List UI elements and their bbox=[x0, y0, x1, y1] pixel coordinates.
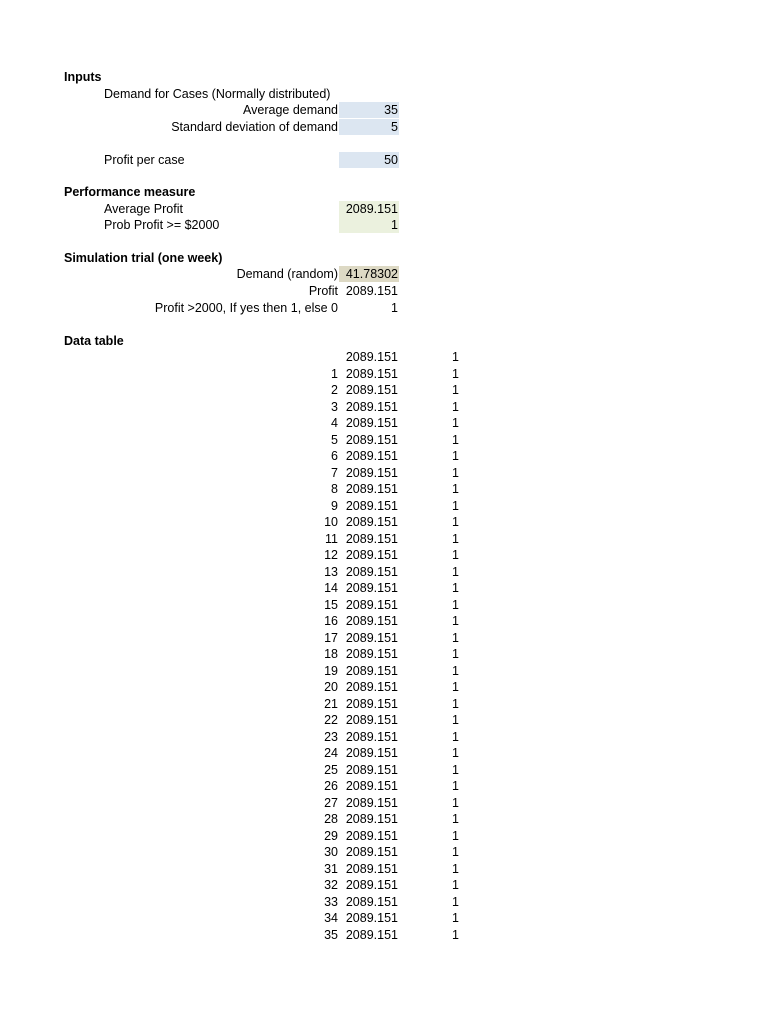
data-table-row-profit[interactable]: 2089.151 bbox=[345, 548, 398, 562]
data-table-row-flag[interactable]: 1 bbox=[452, 663, 459, 678]
data-table-row-profit[interactable]: 2089.151 bbox=[345, 878, 398, 892]
data-table-row-profit[interactable]: 2089.151 bbox=[345, 762, 398, 777]
data-table-row-index[interactable]: 15 bbox=[324, 597, 338, 612]
data-table-row-profit[interactable]: 2089.151 bbox=[345, 383, 398, 397]
data-table-row-index[interactable]: 20 bbox=[324, 680, 338, 694]
data-table-row-profit[interactable]: 2089.151 bbox=[345, 927, 398, 942]
data-table-row-index[interactable]: 8 bbox=[331, 482, 338, 496]
data-table-row-flag[interactable]: 1 bbox=[452, 729, 459, 744]
random-demand-cell[interactable]: 41.78302 bbox=[339, 266, 399, 282]
demand-distribution-label: Demand for Cases (Normally distributed) bbox=[104, 87, 331, 101]
sd-demand-label: Standard deviation of demand bbox=[171, 120, 338, 134]
avg-profit-cell[interactable]: 2089.151 bbox=[339, 201, 399, 217]
data-table-row-profit[interactable]: 2089.151 bbox=[345, 845, 398, 859]
data-table-row-index[interactable]: 26 bbox=[324, 779, 338, 793]
profit-per-case-label: Profit per case bbox=[104, 153, 185, 167]
data-table-row-index[interactable]: 24 bbox=[324, 746, 338, 760]
data-table-row-index[interactable]: 13 bbox=[324, 564, 338, 579]
data-table-header-flag[interactable]: 1 bbox=[452, 350, 459, 364]
data-table-row-index[interactable]: 18 bbox=[324, 647, 338, 661]
data-table-row-index[interactable]: 11 bbox=[325, 531, 338, 546]
data-table-row-profit[interactable]: 2089.151 bbox=[345, 713, 398, 727]
data-table-row-flag[interactable]: 1 bbox=[452, 828, 459, 843]
prob-profit-label: Prob Profit >= $2000 bbox=[104, 218, 220, 232]
data-table-row-flag[interactable]: 1 bbox=[452, 564, 459, 579]
data-table-row-index[interactable]: 16 bbox=[324, 614, 338, 628]
data-table-row-flag[interactable]: 1 bbox=[452, 498, 459, 513]
data-table-row-profit[interactable]: 2089.151 bbox=[345, 515, 398, 529]
data-table-row-profit[interactable]: 2089.151 bbox=[345, 828, 398, 843]
data-table-row-index[interactable]: 33 bbox=[324, 894, 338, 909]
sim-profit-label: Profit bbox=[308, 284, 338, 298]
data-table-row-flag[interactable]: 1 bbox=[452, 383, 459, 397]
sim-flag-cell[interactable]: 1 bbox=[391, 301, 398, 315]
data-table-row-flag[interactable]: 1 bbox=[452, 597, 459, 612]
data-table-row-index[interactable]: 27 bbox=[324, 795, 338, 810]
data-table-row-flag[interactable]: 1 bbox=[452, 647, 459, 661]
data-table-row-profit[interactable]: 2089.151 bbox=[345, 465, 398, 480]
data-table-row-index[interactable]: 3 bbox=[331, 399, 338, 414]
data-table-row-flag[interactable]: 1 bbox=[452, 465, 459, 480]
data-table-row-flag[interactable]: 1 bbox=[452, 399, 459, 414]
data-table-heading: Data table bbox=[64, 334, 124, 348]
avg-demand-cell[interactable]: 35 bbox=[339, 102, 399, 118]
data-table-row-index[interactable]: 35 bbox=[324, 927, 338, 942]
data-table-row-flag[interactable]: 1 bbox=[452, 432, 459, 447]
data-table-row-flag[interactable]: 1 bbox=[452, 696, 459, 711]
data-table-row-index[interactable]: 30 bbox=[324, 845, 338, 859]
data-table-row-flag[interactable]: 1 bbox=[452, 927, 459, 942]
data-table-row-index[interactable]: 29 bbox=[324, 828, 338, 843]
data-table-row-profit[interactable]: 2089.151 bbox=[345, 663, 398, 678]
data-table-row-profit[interactable]: 2089.151 bbox=[345, 416, 398, 430]
data-table-row-flag[interactable]: 1 bbox=[452, 548, 459, 562]
data-table-row-index[interactable]: 32 bbox=[324, 878, 338, 892]
prob-profit-cell[interactable]: 1 bbox=[339, 217, 399, 233]
data-table-row-flag[interactable]: 1 bbox=[452, 795, 459, 810]
random-demand-label: Demand (random) bbox=[236, 267, 338, 281]
data-table-row-profit[interactable]: 2089.151 bbox=[345, 861, 398, 876]
data-table-row-flag[interactable]: 1 bbox=[452, 845, 459, 859]
data-table-row-profit[interactable]: 2089.151 bbox=[345, 894, 398, 909]
data-table-row-profit[interactable]: 2089.151 bbox=[345, 366, 398, 381]
data-table-row-index[interactable]: 9 bbox=[331, 498, 338, 513]
data-table-row-profit[interactable]: 2089.151 bbox=[345, 647, 398, 661]
data-table-row-index[interactable]: 19 bbox=[324, 663, 338, 678]
inputs-heading: Inputs bbox=[64, 70, 102, 84]
data-table-row-profit[interactable]: 2089.151 bbox=[345, 696, 398, 711]
data-table-header-profit[interactable]: 2089.151 bbox=[345, 350, 398, 364]
data-table-row-flag[interactable]: 1 bbox=[452, 894, 459, 909]
data-table-row-flag[interactable]: 1 bbox=[452, 680, 459, 694]
data-table-row-flag[interactable]: 1 bbox=[452, 515, 459, 529]
data-table-row-flag[interactable]: 1 bbox=[452, 630, 459, 645]
data-table-row-flag[interactable]: 1 bbox=[452, 713, 459, 727]
data-table-row-index[interactable]: 21 bbox=[324, 696, 338, 711]
data-table-row-index[interactable]: 7 bbox=[331, 465, 338, 480]
data-table-row-index[interactable]: 4 bbox=[331, 416, 338, 430]
data-table-row-index[interactable]: 17 bbox=[324, 630, 338, 645]
data-table-row-profit[interactable]: 2089.151 bbox=[345, 399, 398, 414]
data-table-row-flag[interactable]: 1 bbox=[452, 911, 459, 925]
data-table-row-index[interactable]: 1 bbox=[331, 366, 338, 381]
data-table-row-index[interactable]: 14 bbox=[324, 581, 338, 595]
data-table-row-index[interactable]: 2 bbox=[331, 383, 338, 397]
data-table-row-index[interactable]: 5 bbox=[331, 432, 338, 447]
data-table-row-profit[interactable]: 2089.151 bbox=[345, 614, 398, 628]
data-table-row-profit[interactable]: 2089.151 bbox=[345, 498, 398, 513]
data-table-row-flag[interactable]: 1 bbox=[452, 482, 459, 496]
data-table-row-flag[interactable]: 1 bbox=[452, 531, 459, 546]
data-table-row-profit[interactable]: 2089.151 bbox=[345, 581, 398, 595]
data-table-row-index[interactable]: 31 bbox=[324, 861, 338, 876]
sim-flag-label: Profit >2000, If yes then 1, else 0 bbox=[154, 301, 338, 315]
data-table-row-index[interactable]: 22 bbox=[324, 713, 338, 727]
data-table-row-flag[interactable]: 1 bbox=[452, 449, 459, 463]
data-table-row-profit[interactable]: 2089.151 bbox=[345, 746, 398, 760]
data-table-row-index[interactable]: 25 bbox=[324, 762, 338, 777]
data-table-row-profit[interactable]: 2089.151 bbox=[345, 482, 398, 496]
data-table-row-profit[interactable]: 2089.151 bbox=[345, 680, 398, 694]
data-table-row-index[interactable]: 28 bbox=[324, 812, 338, 826]
profit-per-case-cell[interactable]: 50 bbox=[339, 152, 399, 168]
data-table-row-index[interactable]: 34 bbox=[324, 911, 338, 925]
data-table-row-flag[interactable]: 1 bbox=[452, 581, 459, 595]
data-table-row-profit[interactable]: 2089.151 bbox=[345, 729, 398, 744]
data-table-row-profit[interactable]: 2089.151 bbox=[345, 432, 398, 447]
data-table-row-flag[interactable]: 1 bbox=[452, 779, 459, 793]
data-table-row-profit[interactable]: 2089.151 bbox=[345, 795, 398, 810]
data-table-row-flag[interactable]: 1 bbox=[452, 861, 459, 876]
data-table-row-index[interactable]: 10 bbox=[324, 515, 338, 529]
data-table-row-profit[interactable]: 2089.151 bbox=[345, 449, 398, 463]
data-table-row-flag[interactable]: 1 bbox=[452, 366, 459, 381]
data-table-row-profit[interactable]: 2089.151 bbox=[345, 597, 398, 612]
sim-profit-cell[interactable]: 2089.151 bbox=[345, 284, 398, 298]
data-table-row-flag[interactable]: 1 bbox=[452, 746, 459, 760]
avg-demand-label: Average demand bbox=[243, 103, 338, 117]
data-table-row-index[interactable]: 6 bbox=[331, 449, 338, 463]
data-table-row-flag[interactable]: 1 bbox=[452, 878, 459, 892]
simulation-heading: Simulation trial (one week) bbox=[64, 251, 223, 265]
data-table-row-flag[interactable]: 1 bbox=[452, 416, 459, 430]
data-table-row-index[interactable]: 12 bbox=[324, 548, 338, 562]
data-table-row-profit[interactable]: 2089.151 bbox=[345, 911, 398, 925]
data-table-row-profit[interactable]: 2089.151 bbox=[345, 564, 398, 579]
data-table-row-flag[interactable]: 1 bbox=[452, 812, 459, 826]
performance-heading: Performance measure bbox=[64, 185, 196, 199]
avg-profit-label: Average Profit bbox=[104, 202, 183, 216]
data-table-row-index[interactable]: 23 bbox=[324, 729, 338, 744]
sd-demand-cell[interactable]: 5 bbox=[339, 119, 399, 135]
data-table-row-profit[interactable]: 2089.151 bbox=[345, 531, 398, 546]
data-table-row-profit[interactable]: 2089.151 bbox=[345, 812, 398, 826]
data-table-row-profit[interactable]: 2089.151 bbox=[345, 630, 398, 645]
data-table-row-profit[interactable]: 2089.151 bbox=[345, 779, 398, 793]
data-table-row-flag[interactable]: 1 bbox=[452, 614, 459, 628]
data-table-row-flag[interactable]: 1 bbox=[452, 762, 459, 777]
